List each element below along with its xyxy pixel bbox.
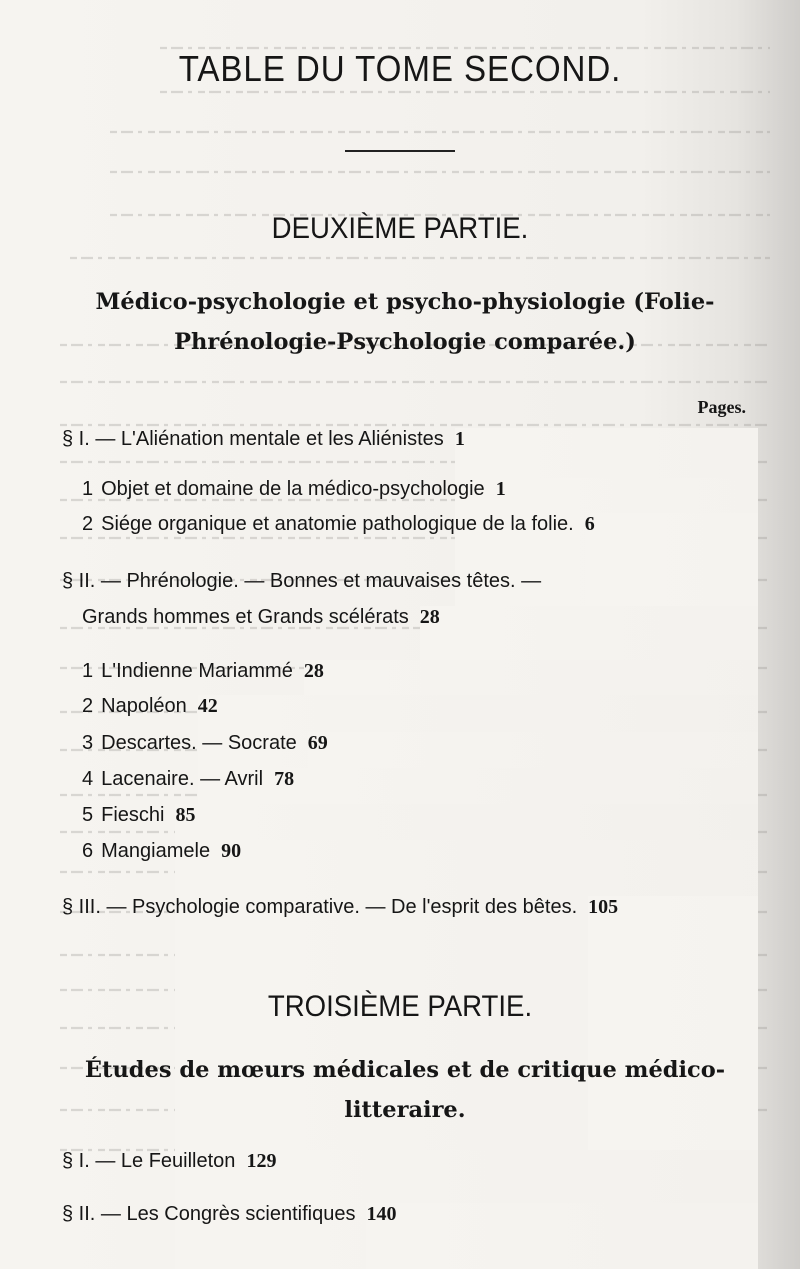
- toc-entry-label: § I. — L'Aliénation mentale et les Aliénistes: [62, 428, 444, 450]
- pages-column-label: Pages.: [697, 397, 746, 417]
- toc-entry-label: Siége organique et anatomie pathologique de la folie.: [101, 513, 574, 535]
- toc-item-number: 2: [82, 695, 94, 717]
- toc-entry-label: Fieschi: [101, 804, 165, 826]
- page-title: TABLE DU TOME SECOND.: [178, 48, 622, 89]
- part-3-subtitle-line-2: litteraire.: [344, 1097, 466, 1123]
- toc-entry-label: § II. — Phrénologie. — Bonnes et mauvaises têtes. —: [62, 570, 542, 592]
- toc-entry-page: 1: [455, 428, 758, 1269]
- toc-entry-page: 28: [304, 660, 758, 1269]
- toc-entry-label: § II. — Les Congrès scientifiques: [62, 1203, 356, 1225]
- toc-entry-page: 42: [198, 695, 758, 1269]
- toc-entry-page: 1: [496, 478, 758, 1269]
- toc-item-number: 1: [82, 478, 94, 500]
- part-3-heading: TROISIÈME PARTIE.: [267, 990, 533, 1023]
- part-2-subtitle-line-2: Phrénologie-Psychologie comparée.): [174, 329, 636, 355]
- toc-entry-page: 105: [588, 896, 758, 1269]
- toc-item-number: 3: [82, 732, 94, 754]
- toc-entry-label: Grands hommes et Grands scélérats: [82, 606, 409, 628]
- toc-entry-page: 129: [246, 1150, 758, 1269]
- part-2-subtitle: [60, 282, 750, 362]
- toc-entry-label: Mangiamele: [101, 840, 211, 862]
- toc-entry-part-3-section-2: [62, 1203, 758, 1269]
- toc-entry-label: Lacenaire. — Avril: [101, 768, 264, 790]
- toc-entry-page: 78: [274, 768, 758, 1269]
- toc-entry-page: 28: [420, 606, 758, 1269]
- toc-entry-page: 90: [221, 840, 758, 1269]
- part-2-heading: DEUXIÈME PARTIE.: [271, 212, 529, 245]
- toc-entry-page: 69: [308, 732, 758, 1269]
- toc-item-number: 2: [82, 513, 94, 535]
- part-3-subtitle: [60, 1050, 750, 1130]
- title-rule: [345, 150, 455, 152]
- toc-entry-page: 85: [175, 804, 758, 1269]
- toc-entry-label: § III. — Psychologie comparative. — De l'esprit des bêtes.: [62, 896, 578, 918]
- toc-entry-label: L'Indienne Mariammé: [101, 660, 293, 682]
- toc-entry-page: 6: [585, 513, 758, 1269]
- toc-item-number: 1: [82, 660, 94, 682]
- toc-item-number: 4: [82, 768, 94, 790]
- toc-item-number: 5: [82, 804, 94, 826]
- toc-entry-label: Descartes. — Socrate: [101, 732, 297, 754]
- toc-entry-page: 140: [366, 1203, 758, 1269]
- toc-entry-label: Objet et domaine de la médico-psychologie: [101, 478, 485, 500]
- part-2-subtitle-line-1: Médico-psychologie et psycho-physiologie (Folie-: [95, 289, 715, 315]
- toc-entry-label: Napoléon: [101, 695, 187, 717]
- toc-entry-label: § I. — Le Feuilleton: [62, 1150, 236, 1172]
- part-3-subtitle-line-1: Études de mœurs médicales et de critique médico-: [84, 1057, 726, 1083]
- toc-entry-section-2-line-1: [62, 570, 758, 593]
- toc-item-number: 6: [82, 840, 94, 862]
